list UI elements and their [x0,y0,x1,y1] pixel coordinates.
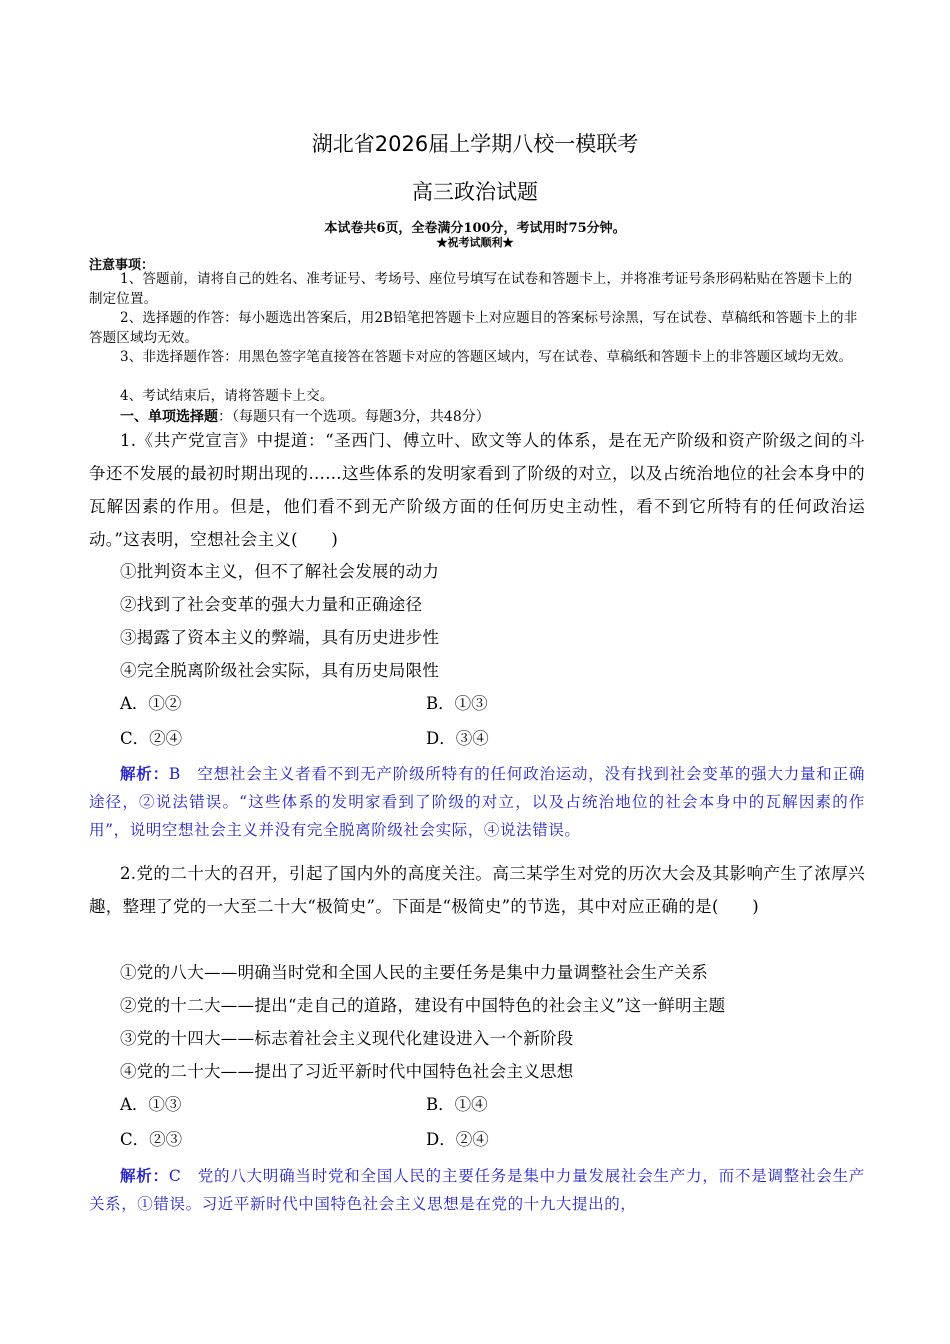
q1-statement-1: ①批判资本主义，但不了解社会发展的动力 [120,562,440,581]
q1-answer [89,760,865,844]
q2-statement-1: ①党的八大——明确当时党和全国人民的主要任务是集中力量调整社会生产关系 [120,963,708,982]
q1-choice-a: A．①② [120,694,182,713]
section-label: 一、单项选择题 [120,409,218,425]
note-item: 4、考试结束后，请将答题卡上交。 [120,388,334,404]
exam-subtitle: 高三政治试题 [412,180,538,204]
exam-wish: ★祝考试顺利★ [436,236,514,249]
q2-answer-text: C 党的八大明确当时党和全国人民的主要任务是集中力量发展社会生产力，而不是调整社会生产关系，①错误。习近平新时代中国特色社会主义思想是在党的十九大提出的， [89,1167,865,1213]
q1-statement-2: ②找到了社会变革的强大力量和正确途径 [120,595,423,614]
section-heading [120,406,490,426]
q1-choice-b: B．①③ [426,694,488,713]
q2-choice-c: C．②③ [120,1130,183,1149]
q1-answer-label: 解析： [120,764,169,783]
q2-choice-a: A．①③ [120,1095,182,1114]
note-item: 3、非选择题作答：用黑色签字笔直接答在答题卡对应的答题区域内，写在试卷、草稿纸和答题卡上的非答题区域均无效。 [120,349,853,365]
q1-statement-3: ③揭露了资本主义的弊端，具有历史进步性 [120,628,440,647]
question-2-stem: 2.党的二十大的召开，引起了国内外的高度关注。高三某学生对党的历次大会及其影响产生了浓厚兴趣，整理了党的一大至二十大“极简史”。下面是“极简史”的节选，其中对应正确的是( ) [89,864,865,916]
q2-statement-3: ③党的十四大——标志着社会主义现代化建设进入一个新阶段 [120,1029,574,1048]
q2-answer [89,1162,865,1218]
q2-answer-label: 解析： [120,1166,169,1185]
q2-statement-4: ④党的二十大——提出了习近平新时代中国特色社会主义思想 [120,1062,574,1081]
q2-choice-d: D．②④ [426,1130,489,1149]
q1-answer-text: B 空想社会主义者看不到无产阶级所特有的任何政治运动，没有找到社会变革的强大力量和正确途径，②说法错误。“这些体系的发明家看到了阶级的对立，以及占统治地位的社会本身中的瓦解因素的作用”，说明空想社会主义并没有完全脱离阶级社会实际，④说法错误。 [89,765,865,839]
q1-statement-4: ④完全脱离阶级社会实际，具有历史局限性 [120,661,440,680]
note-item: 1、答题前，请将自己的姓名、准考证号、考场号、座位号填写在试卷和答题卡上，并将准考证号条形码粘贴在答题卡上的制定位置。 [89,271,853,307]
note-item: 2、选择题的作答：每小题选出答案后，用2B铅笔把答题卡上对应题目的答案标号涂黑，写在试卷、草稿纸和答题卡上的非答题区域均无效。 [89,310,858,346]
q1-choice-c: C．②④ [120,729,183,748]
exam-title: 湖北省2026届上学期八校一模联考 [311,132,639,156]
section-desc: ：（每题只有一个选项。每题3分，共48分） [218,409,490,425]
question-1-stem: 1.《共产党宣言》中提道：“圣西门、傅立叶、欧文等人的体系，是在无产阶级和资产阶级之间的斗争还不发展的最初时期出现的……这些体系的发明家看到了阶级的对立，以及占统治地位的社会本身中的瓦解因素的作用。但是，他们看不到无产阶级方面的任何历史主动性，看不到它所特有的任何政治运动。”这表明，空想社会主义( ) [89,431,865,549]
q2-statement-2: ②党的十二大——提出“走自己的道路，建设有中国特色的社会主义”这一鲜明主题 [120,996,726,1015]
notes-heading: 注意事项： [89,258,155,273]
exam-info: 本试卷共6页，全卷满分100分，考试用时75分钟。 [324,221,626,236]
q2-choice-b: B．①④ [426,1095,488,1114]
q1-choice-d: D．③④ [426,729,489,748]
